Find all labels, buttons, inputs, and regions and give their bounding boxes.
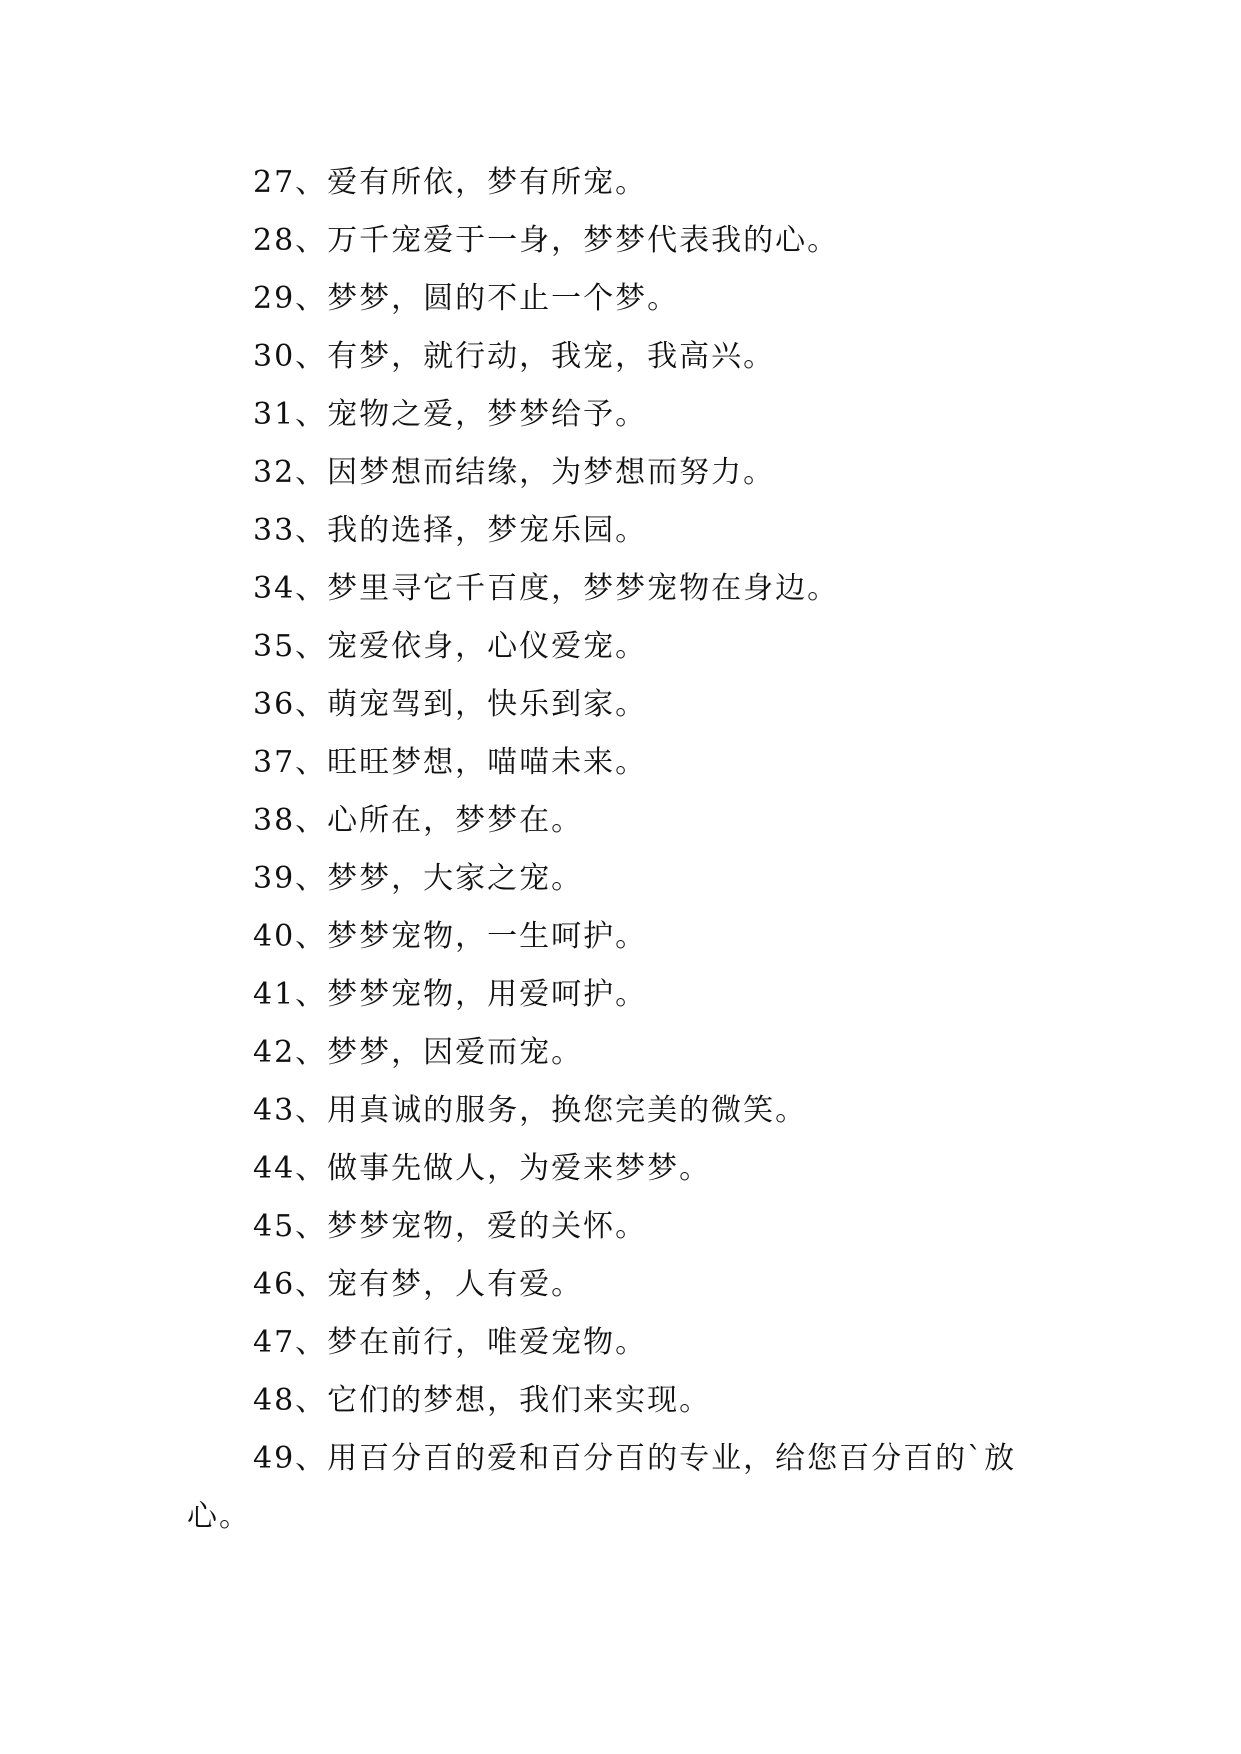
slogan-line: 34、梦里寻它千百度，梦梦宠物在身边。 [253, 571, 840, 606]
document-body [187, 154, 1067, 1546]
slogan-line: 27、爱有所依，梦有所宠。 [253, 165, 648, 200]
slogan-line: 38、心所在，梦梦在。 [253, 803, 584, 838]
slogan-line: 37、旺旺梦想，喵喵未来。 [253, 745, 648, 780]
slogan-line: 43、用真诚的服务，换您完美的微笑。 [253, 1093, 808, 1128]
slogan-line: 35、宠爱依身，心仪爱宠。 [253, 629, 648, 664]
slogan-line: 32、因梦想而结缘，为梦想而努力。 [253, 455, 776, 490]
slogan-line: 31、宠物之爱，梦梦给予。 [253, 397, 648, 432]
slogan-line: 29、梦梦，圆的不止一个梦。 [253, 281, 680, 316]
slogan-line: 30、有梦，就行动，我宠，我高兴。 [253, 339, 776, 374]
slogan-line: 47、梦在前行，唯爱宠物。 [253, 1325, 648, 1360]
slogan-line: 48、它们的梦想，我们来实现。 [253, 1383, 712, 1418]
slogan-line: 46、宠有梦，人有爱。 [253, 1267, 584, 1302]
slogan-line: 42、梦梦，因爱而宠。 [253, 1035, 584, 1070]
slogan-line: 45、梦梦宠物，爱的关怀。 [253, 1209, 648, 1244]
slogan-line: 36、萌宠驾到，快乐到家。 [253, 687, 648, 722]
slogan-line: 28、万千宠爱于一身，梦梦代表我的心。 [253, 223, 840, 258]
slogan-line: 40、梦梦宠物，一生呵护。 [253, 919, 648, 954]
slogan-line: 44、做事先做人，为爱来梦梦。 [253, 1151, 712, 1186]
last-paragraph: 49、用百分百的爱和百分百的专业，给您百分百的`放心。 [187, 1441, 1017, 1534]
slogan-line: 33、我的选择，梦宠乐园。 [253, 513, 648, 548]
slogan-line: 41、梦梦宠物，用爱呵护。 [253, 977, 648, 1012]
slogan-line: 39、梦梦，大家之宠。 [253, 861, 584, 896]
